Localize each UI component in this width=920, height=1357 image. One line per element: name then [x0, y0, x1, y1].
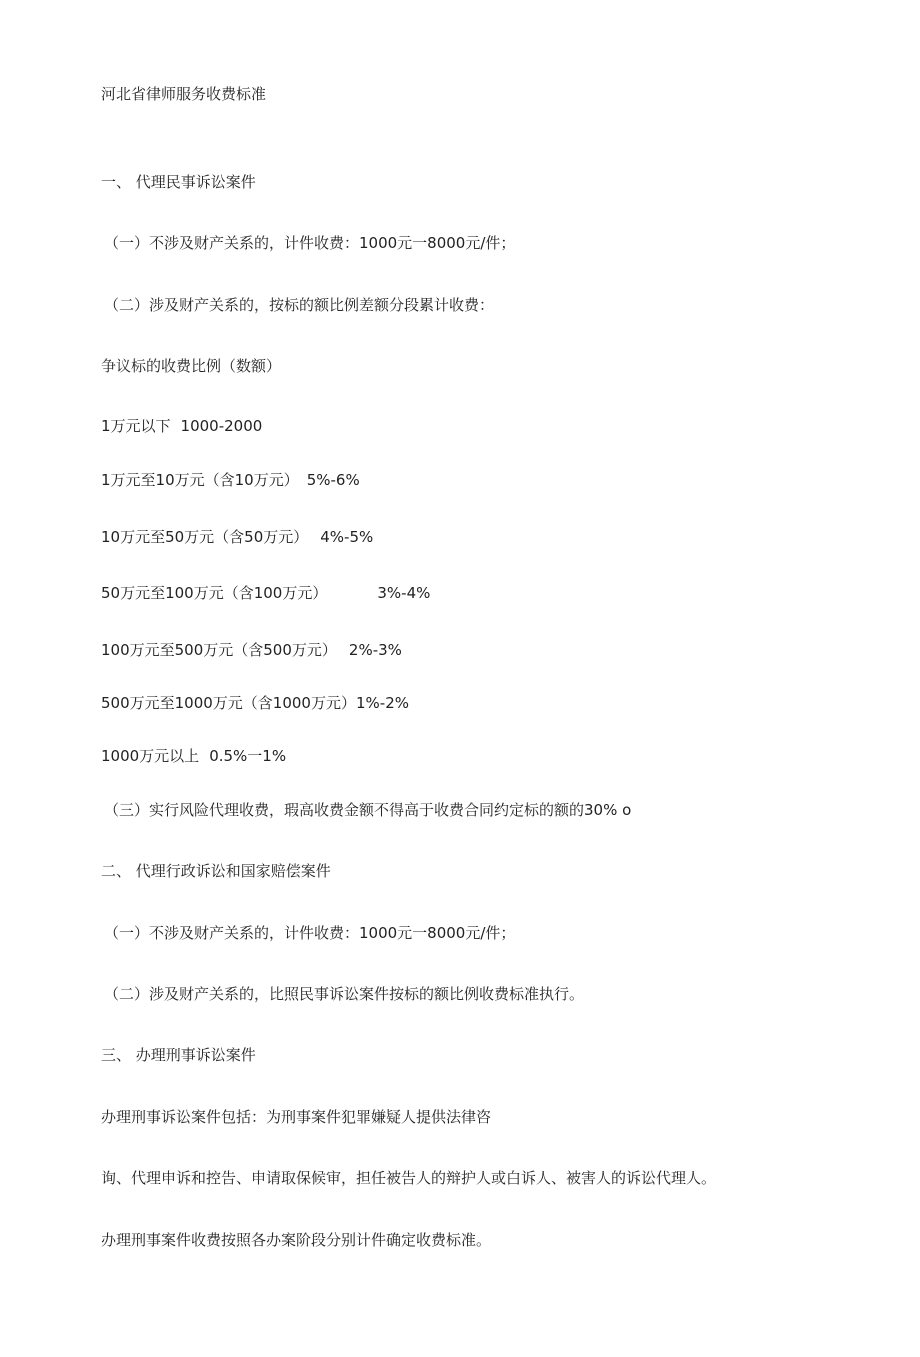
fee-tier-rate: 4%-5% — [320, 528, 374, 546]
fee-tier-range: 50万元至100万元（含100万元） — [101, 584, 328, 602]
fee-tier-range: 10万元至50万元（含50万元） — [101, 528, 309, 546]
fee-tier-row — [101, 416, 262, 436]
fee-tier-row — [101, 640, 402, 660]
fee-tier-row — [101, 470, 360, 490]
civil-item-1: （一）不涉及财产关系的，计件收费：1000元一8000元/件； — [104, 234, 516, 252]
fee-tier-range: 1000万元以上 — [101, 747, 200, 765]
fee-tier-rate: 1%-2% — [355, 694, 409, 712]
fee-tier-range: 1万元至10万元（含10万元） — [101, 471, 299, 489]
criminal-paragraph-1: 办理刑事诉讼案件包括：为刑事案件犯罪嫌疑人提供法律咨 — [101, 1108, 492, 1126]
fee-tier-rate: 1000-2000 — [180, 417, 263, 435]
fee-tier-range: 100万元至500万元（含500万元） — [101, 641, 337, 659]
civil-item-3: （三）实行风险代理收费，瑕高收费金额不得高于收费合同约定标的额的30% o — [104, 801, 632, 819]
fee-tier-rate: 5%-6% — [306, 471, 360, 489]
administrative-item-1: （一）不涉及财产关系的，计件收费：1000元一8000元/件； — [104, 924, 516, 942]
fee-tier-row — [101, 693, 409, 713]
criminal-paragraph-3: 办理刑事案件收费按照各办案阶段分别计件确定收费标准。 — [101, 1231, 492, 1249]
fee-tier-rate: 3%-4% — [377, 584, 431, 602]
section-civil-heading: 一、 代理民事诉讼案件 — [101, 173, 256, 191]
fee-table-header: 争议标的收费比例（数额） — [101, 357, 282, 375]
document-title: 河北省律师服务收费标准 — [101, 85, 267, 103]
civil-item-2: （二）涉及财产关系的，按标的额比例差额分段累计收费： — [104, 296, 495, 314]
section-administrative-heading: 二、 代理行政诉讼和国家赔偿案件 — [101, 862, 331, 880]
fee-tier-rate: 0.5%一1% — [209, 747, 287, 765]
fee-tier-rate: 2%-3% — [348, 641, 402, 659]
criminal-paragraph-2: 询、代理申诉和控告、申请取保候审，担任被告人的辩护人或白诉人、被害人的诉讼代理人。 — [101, 1169, 717, 1187]
fee-tier-range: 500万元至1000万元（含1000万元） — [101, 694, 356, 712]
section-criminal-heading: 三、 办理刑事诉讼案件 — [101, 1046, 256, 1064]
fee-tier-row — [101, 746, 286, 766]
fee-tier-row — [101, 583, 430, 603]
fee-tier-row — [101, 527, 373, 547]
administrative-item-2: （二）涉及财产关系的，比照民事诉讼案件按标的额比例收费标准执行。 — [104, 985, 585, 1003]
fee-tier-range: 1万元以下 — [101, 417, 171, 435]
